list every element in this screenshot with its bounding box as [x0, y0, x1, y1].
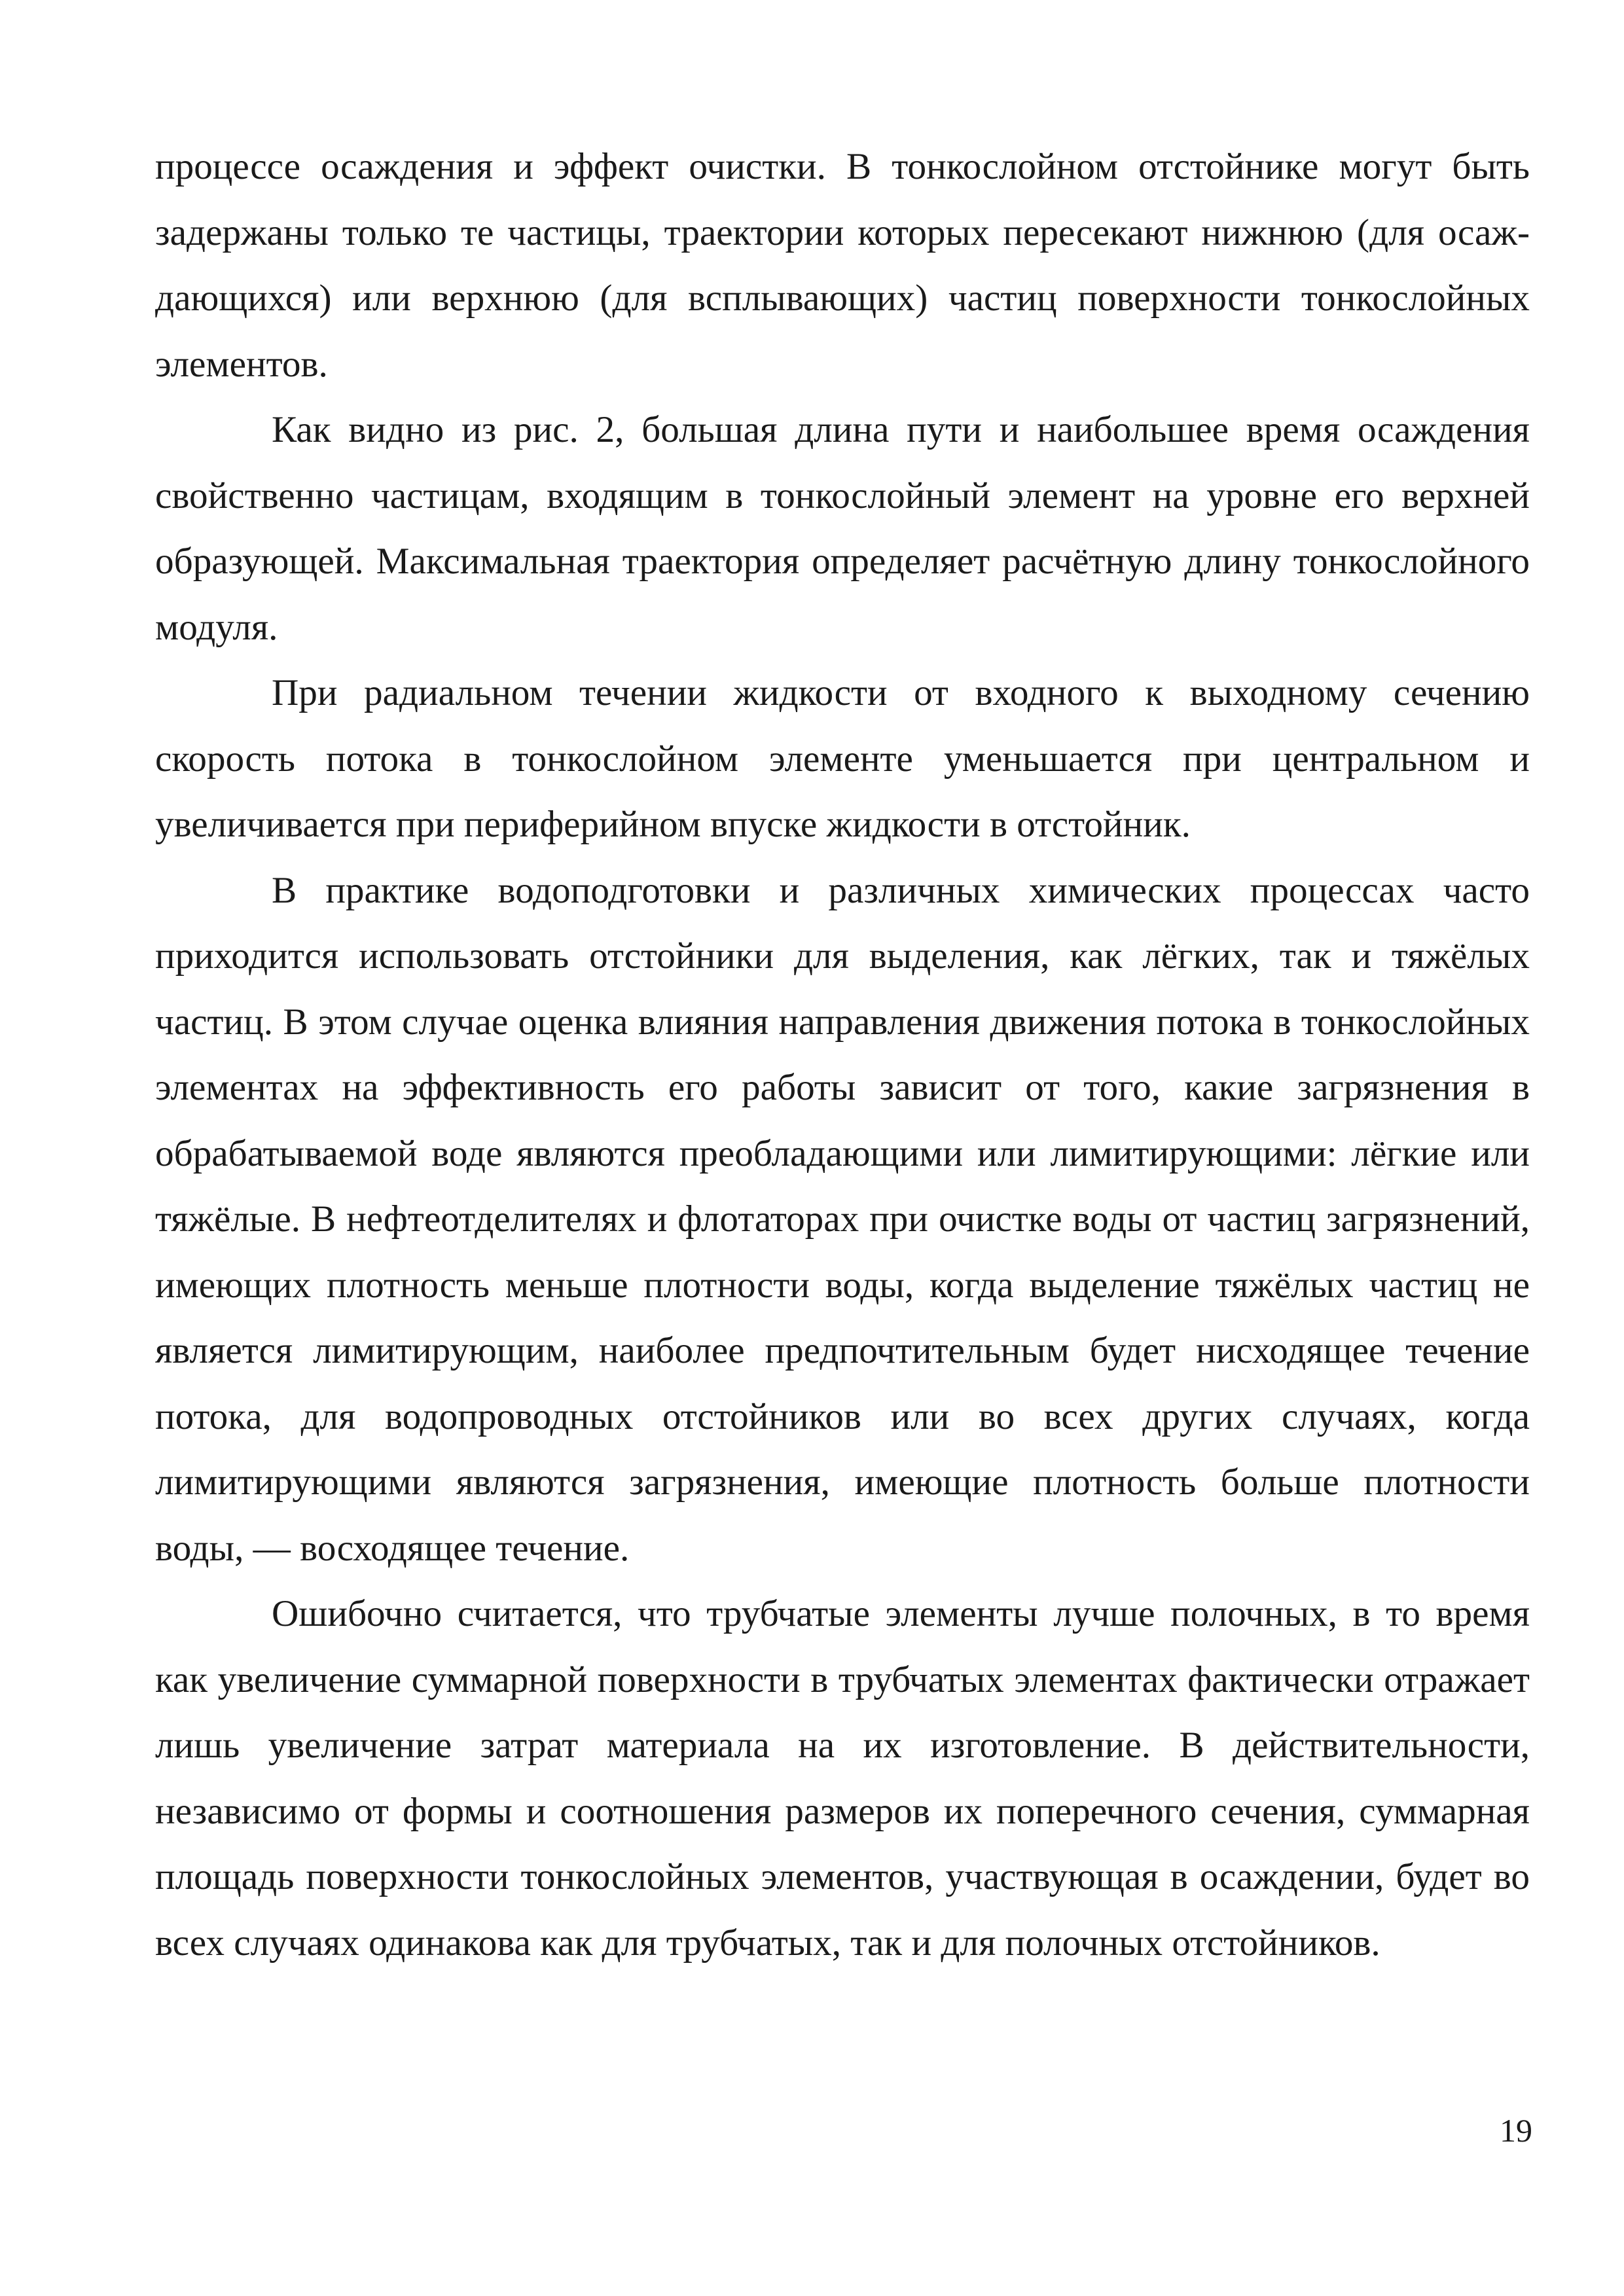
paragraph-radial-flow: При радиальном течении жидкости от входного к выходному сечению скорость потока в тонкослойном элементе уменьшается при центральном и увеличивается при периферийном впуске жидкости в отстойник.: [155, 672, 1530, 845]
page-number: 19: [1500, 2112, 1532, 2149]
body-text: [155, 134, 1530, 1976]
paragraph-tubular-elements: Ошибочно считается, что трубчатые элементы лучше полочных, в то время как увеличение суммарной поверхности в трубчатых элементах фактически отражает лишь увеличение затрат материала на их изготовление. В действительности, независимо от формы и соотношения размеров их поперечного сечения, суммарная площадь поверхности тонкослойных элементов, участвующая в осаждении, будет во всех случаях одинакова как для трубчатых, так и для полочных отстойников.: [155, 1593, 1530, 1964]
paragraph-trajectory: Как видно из рис. 2, большая длина пути и наибольшее время осаждения свойственно частицам, входящим в тонкослойный элемент на уровне его верхней образующей. Максимальная траектория определяет расчётную длину тонкослойного модуля.: [155, 409, 1530, 648]
paragraph-continued: процессе осаждения и эффект очистки. В тонкослойном отстойнике могут быть задержаны только те частицы, траектории которых пересекают нижнюю (для осаж-дающихся) или верхнюю (для всплывающих) частиц поверхности тонкослойных элементов.: [155, 146, 1530, 385]
paragraph-water-treatment: В практике водоподготовки и различных химических процессах часто приходится использовать отстойники для выделения, как лёгких, так и тяжёлых частиц. В этом случае оценка влияния направления движения потока в тонкослойных элементах на эффективность его работы зависит от того, какие загрязнения в обрабатываемой воде являются преобладающими или лимитирующими: лёгкие или тяжёлые. В нефтеотделителях и флотаторах при очистке воды от частиц загрязнений, имеющих плотность меньше плотности воды, когда выделение тяжёлых частиц не является лимитирующим, наиболее предпочтительным будет нисходящее течение потока, для водопроводных отстойников или во всех других случаях, когда лимитирующими являются загрязнения, имеющие плотность больше плотности воды, — восходящее течение.: [155, 869, 1530, 1569]
